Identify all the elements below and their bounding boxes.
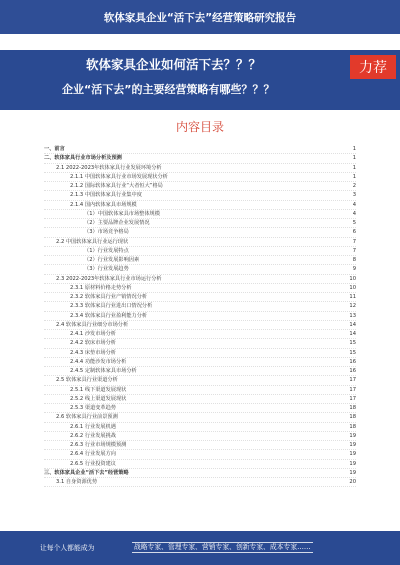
toc-entry-label: 2.6.2 行业发展挑战 [70,432,116,439]
toc-entry-page: 19 [349,432,356,439]
toc-entry-page: 8 [352,257,356,263]
toc-entry-page: 12 [349,303,356,310]
toc-entry[interactable] [44,312,356,321]
toc-entry-label: 2.3.1 原材料价格走势分析 [70,284,132,291]
toc-entry[interactable] [44,423,356,432]
toc-entry-label: 2.3.2 软体家具行业产销情况分析 [70,294,148,300]
toc-entry-label: 2.4.3 床垫市场分析 [70,349,116,356]
toc-entry[interactable] [44,460,356,469]
toc-entry-page: 19 [349,442,356,448]
toc-heading: 内容目录 [175,120,224,134]
toc-entry-label: 2.4 软体家具行业细分市场分析 [56,321,129,328]
toc-entry-page: 1 [352,146,356,152]
toc-entry-label: 2.1.4 国内软体家具市场规模 [70,201,137,208]
banner-title: 软体家具企业如何活下去？？？ [86,57,262,72]
footer-banner [0,531,400,565]
toc-entry[interactable] [44,339,356,348]
toc-entry-page: 2 [352,183,356,189]
toc-entry-label: 2.6.4 行业发展方向 [70,451,116,458]
toc-entry[interactable] [44,145,356,154]
title-banner [0,50,400,110]
toc-entry-label: 2.5 软体家具行业渠道分析 [56,377,118,384]
toc-entry-label: 2.4.5 定制软体家具市场分析 [70,368,137,374]
toc-entry-page: 16 [349,358,356,365]
toc-entry[interactable] [44,376,356,385]
toc-entry-label: 二、软体家具行业市场分析及预测 [44,155,122,162]
toc-entry-label: （3）市场竞争格局 [84,229,129,236]
toc-entry-page: 1 [352,155,356,162]
toc-entry-label: 2.4.4 功能沙发市场分析 [70,358,127,365]
toc-entry[interactable] [44,191,356,200]
toc-entry-label: 2.1.3 中国软体家具行业集中度 [70,192,142,199]
toc-entry-label: （1）中国软体家具市场整体规模 [84,210,160,217]
toc-entry-page: 3 [352,192,356,199]
toc-entry[interactable] [44,265,356,274]
footer-roles: 战略专家、管理专家、营销专家、创新专家、成本专家…… [134,543,311,551]
toc-entry-page: 16 [349,368,356,374]
toc-entry-page: 10 [349,284,356,291]
toc-entry-label: 2.6 软体家具行业前景预测 [56,414,118,421]
toc-entry[interactable] [44,413,356,422]
toc-entry-page: 4 [352,201,356,208]
toc-entry-page: 13 [349,312,356,319]
toc-entry-page: 7 [352,238,356,245]
toc-entry-page: 15 [349,349,356,356]
toc-entry[interactable] [44,154,356,163]
toc-entry-label: 2.1 2022-2023年软体家具行业发展环境分析 [56,164,162,171]
toc-entry[interactable] [44,386,356,395]
toc-entry[interactable] [44,478,356,487]
toc-entry-label: 2.3.4 软体家具行业盈利能力分析 [70,312,148,319]
toc-entry[interactable] [44,321,356,330]
toc-entry-page: 14 [349,321,356,328]
toc-entry[interactable] [44,228,356,237]
toc-entry-page: 1 [352,164,356,171]
toc-entry-page: 1 [352,173,356,180]
toc-entry-label: （2）行业发展影响因素 [84,257,140,263]
toc-entry-page: 17 [349,377,356,384]
toc-entry-page: 10 [349,275,356,282]
recommend-badge: 力荐 [350,55,396,79]
footer-slogan: 让每个人都能成为 [40,544,95,552]
toc-entry[interactable] [44,450,356,459]
toc-entry-label: 2.6.5 行业投资建议 [70,460,116,467]
toc-entry[interactable] [44,201,356,210]
toc-entry-label: 三、软体家具企业“活下去”经营策略 [44,469,129,476]
toc-entry-label: 2.3.3 软体家具行业进出口情况分析 [70,303,153,310]
toc-entry-page: 14 [349,331,356,337]
toc-entry-label: 一、前言 [44,146,65,152]
banner-subtitle: 企业“活下去”的主要经营策略有哪些？？？ [62,83,275,96]
toc-entry-label: 2.5.2 线上渠道发展现状 [70,395,127,402]
toc-entry[interactable] [44,330,356,339]
toc-entry-page: 20 [349,479,356,485]
toc-entry[interactable] [44,469,356,478]
toc-entry-label: 2.1.2 国际软体家具行业“大者恒大”格局 [70,183,163,189]
toc-entry-label: （2）主要品牌企业发展情况 [84,220,150,226]
toc-entry[interactable] [44,173,356,182]
toc-entry[interactable] [44,164,356,173]
report-header-title: 软体家具企业“活下去”经营策略研究报告 [103,11,297,24]
table-of-contents [44,145,356,487]
toc-entry-label: 2.5.3 渠道变革趋势 [70,405,116,411]
toc-entry-page: 19 [349,460,356,467]
toc-entry-page: 15 [349,340,356,347]
toc-entry-label: 2.6.1 行业发展机遇 [70,423,116,430]
toc-entry[interactable] [44,293,356,302]
toc-entry-page: 5 [352,220,356,226]
toc-entry[interactable] [44,275,356,284]
toc-entry[interactable] [44,432,356,441]
toc-entry[interactable] [44,219,356,228]
toc-entry[interactable] [44,247,356,256]
toc-entry-label: （3）行业发展趋势 [84,266,129,273]
toc-entry-page: 17 [349,395,356,402]
toc-entry-page: 7 [352,247,356,254]
toc-entry-label: 2.4.2 软床市场分析 [70,340,116,347]
toc-entry[interactable] [44,441,356,450]
toc-entry-label: 2.2 中国软体家具行业运行现状 [56,238,129,245]
toc-entry-label: 2.3 2022-2023年软体家具行业市场运行分析 [56,275,162,282]
toc-entry[interactable] [44,358,356,367]
toc-entry-page: 19 [349,451,356,458]
toc-entry[interactable] [44,302,356,311]
toc-entry-page: 17 [349,386,356,393]
toc-entry[interactable] [44,210,356,219]
toc-entry-page: 4 [352,210,356,217]
toc-entry[interactable] [44,284,356,293]
toc-entry[interactable] [44,238,356,247]
toc-entry-label: 2.6.3 行业市场规模预测 [70,442,127,448]
toc-entry-label: （1）行业发展特点 [84,247,129,254]
toc-entry-page: 18 [349,414,356,421]
toc-entry-page: 11 [349,294,356,300]
toc-entry-label: 3.1 自身资源优势 [56,479,98,485]
toc-entry-page: 6 [352,229,356,236]
toc-entry[interactable] [44,367,356,376]
toc-entry-label: 2.4.1 沙发市场分析 [70,331,116,337]
toc-entry-label: 2.5.1 线下渠道发展现状 [70,386,127,393]
report-header [0,0,400,34]
toc-entry-page: 19 [349,469,356,476]
toc-entry[interactable] [44,395,356,404]
toc-entry[interactable] [44,404,356,413]
toc-entry[interactable] [44,256,356,265]
toc-entry-page: 9 [352,266,356,273]
toc-entry-page: 18 [349,423,356,430]
toc-entry-label: 2.1.1 中国软体家具行业市场发展现状分析 [70,173,168,180]
toc-entry[interactable] [44,182,356,191]
toc-entry-page: 18 [349,405,356,411]
toc-entry[interactable] [44,349,356,358]
